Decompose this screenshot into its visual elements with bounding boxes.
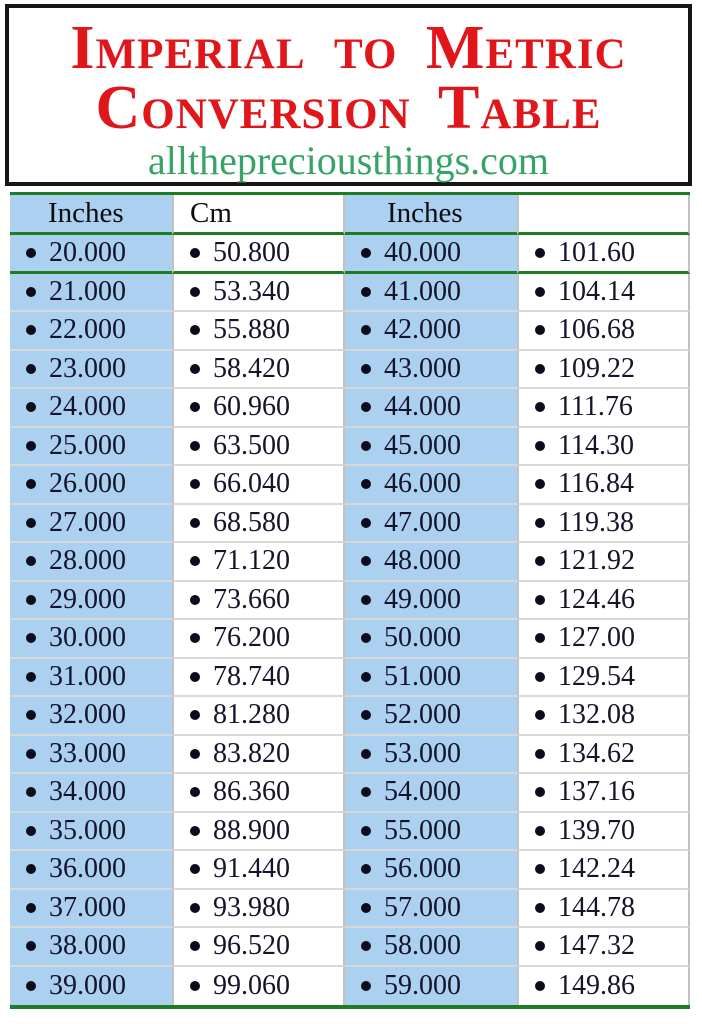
cell-value: 33.000	[49, 737, 126, 769]
cell-value: 99.060	[213, 969, 290, 1001]
cell-value: 58.420	[213, 352, 290, 384]
table-cell	[10, 890, 172, 929]
table-cell	[517, 543, 690, 582]
bullet-icon	[535, 749, 545, 759]
bullet-icon	[535, 364, 545, 374]
bullet-icon	[535, 556, 545, 566]
cell-value: 93.980	[213, 891, 290, 923]
bullet-icon	[361, 826, 371, 836]
bullet-icon	[535, 402, 545, 412]
cell-value: 27.000	[49, 506, 126, 538]
bullet-icon	[26, 364, 36, 374]
bullet-icon	[26, 595, 36, 605]
cell-value: 32.000	[49, 699, 126, 731]
bullet-icon	[190, 518, 200, 528]
table-cell	[10, 505, 172, 544]
bullet-icon	[190, 826, 200, 836]
table-cell	[345, 466, 517, 505]
column-header-cm-left: Cm	[172, 195, 345, 235]
table-cell	[172, 274, 345, 313]
bullet-icon	[190, 941, 200, 951]
cell-value: 132.08	[558, 699, 635, 731]
table-cell	[10, 543, 172, 582]
cell-value: 71.120	[213, 545, 290, 577]
table-cell	[517, 505, 690, 544]
table-cell	[517, 466, 690, 505]
table-cell	[345, 235, 517, 274]
cell-value: 55.000	[384, 814, 461, 846]
bullet-icon	[26, 981, 36, 991]
cell-value: 88.900	[213, 814, 290, 846]
bullet-icon	[361, 941, 371, 951]
cell-value: 28.000	[49, 545, 126, 577]
bullet-icon	[361, 248, 371, 258]
table-cell	[172, 312, 345, 351]
cell-value: 45.000	[384, 429, 461, 461]
bullet-icon	[190, 672, 200, 682]
table-cell	[345, 582, 517, 621]
table-cell	[345, 659, 517, 698]
table-cell	[172, 851, 345, 890]
bullet-icon	[26, 903, 36, 913]
bullet-icon	[26, 826, 36, 836]
table-cell	[345, 928, 517, 967]
column-header-cm-right	[517, 195, 690, 235]
table-cell	[345, 351, 517, 390]
cell-value: 39.000	[49, 969, 126, 1001]
cell-value: 49.000	[384, 583, 461, 615]
bullet-icon	[361, 402, 371, 412]
bullet-icon	[190, 479, 200, 489]
cell-value: 53.340	[213, 275, 290, 307]
table-cell	[10, 582, 172, 621]
table-cell	[172, 466, 345, 505]
table-cell	[517, 312, 690, 351]
table-cell	[517, 928, 690, 967]
cell-value: 54.000	[384, 776, 461, 808]
bullet-icon	[190, 633, 200, 643]
table-cell	[517, 813, 690, 852]
bullet-icon	[190, 364, 200, 374]
table-cell	[172, 736, 345, 775]
table-cell	[10, 274, 172, 313]
cell-value: 24.000	[49, 391, 126, 423]
table-cell	[517, 774, 690, 813]
conversion-table	[10, 192, 690, 1009]
bullet-icon	[190, 903, 200, 913]
table-cell	[345, 774, 517, 813]
cell-value: 40.000	[384, 236, 461, 268]
cell-value: 44.000	[384, 391, 461, 423]
cell-value: 22.000	[49, 314, 126, 346]
bullet-icon	[26, 518, 36, 528]
cell-value: 147.32	[558, 930, 635, 962]
cell-value: 149.86	[558, 969, 635, 1001]
table-cell	[517, 235, 690, 274]
table-cell	[345, 389, 517, 428]
bullet-icon	[361, 749, 371, 759]
cell-value: 114.30	[558, 429, 634, 461]
cell-value: 121.92	[558, 545, 635, 577]
table-cell	[517, 851, 690, 890]
bullet-icon	[190, 556, 200, 566]
page-title-line-2: Conversion Table	[95, 74, 602, 142]
table-cell	[10, 389, 172, 428]
table-cell	[10, 813, 172, 852]
cell-value: 59.000	[384, 969, 461, 1001]
bullet-icon	[361, 441, 371, 451]
table-cell	[10, 466, 172, 505]
cell-value: 37.000	[49, 891, 126, 923]
bullet-icon	[361, 479, 371, 489]
bullet-icon	[190, 710, 200, 720]
table-cell	[10, 235, 172, 274]
table-cell	[172, 813, 345, 852]
cell-value: 134.62	[558, 737, 635, 769]
table-cell	[345, 312, 517, 351]
bullet-icon	[26, 710, 36, 720]
cell-value: 53.000	[384, 737, 461, 769]
table-cell	[172, 351, 345, 390]
table-cell	[345, 697, 517, 736]
bullet-icon	[190, 864, 200, 874]
table-cell	[172, 428, 345, 467]
cell-value: 109.22	[558, 352, 635, 384]
bullet-icon	[26, 787, 36, 797]
bullet-icon	[190, 787, 200, 797]
table-cell	[345, 736, 517, 775]
bullet-icon	[26, 248, 36, 258]
bullet-icon	[190, 325, 200, 335]
table-cell	[517, 620, 690, 659]
table-cell	[172, 543, 345, 582]
bullet-icon	[535, 479, 545, 489]
cell-value: 91.440	[213, 853, 290, 885]
bullet-icon	[190, 441, 200, 451]
website-text: allthepreciousthings.com	[147, 138, 549, 183]
cell-value: 81.280	[213, 699, 290, 731]
bullet-icon	[190, 402, 200, 412]
bullet-icon	[361, 595, 371, 605]
bullet-icon	[361, 325, 371, 335]
table-cell	[172, 659, 345, 698]
table-cell	[10, 351, 172, 390]
bullet-icon	[26, 556, 36, 566]
table-cell	[172, 582, 345, 621]
cell-value: 76.200	[213, 622, 290, 654]
bullet-icon	[26, 672, 36, 682]
cell-value: 21.000	[49, 275, 126, 307]
bullet-icon	[535, 981, 545, 991]
table-cell	[517, 659, 690, 698]
table-cell	[172, 967, 345, 1006]
table-cell	[10, 697, 172, 736]
bullet-icon	[26, 325, 36, 335]
table-cell	[172, 389, 345, 428]
cell-value: 104.14	[558, 275, 635, 307]
cell-value: 137.16	[558, 776, 635, 808]
bullet-icon	[535, 941, 545, 951]
page-title-line-1: Imperial to Metric	[70, 14, 627, 82]
bullet-icon	[26, 479, 36, 489]
table-cell	[517, 274, 690, 313]
table-cell	[10, 736, 172, 775]
cell-value: 56.000	[384, 853, 461, 885]
cell-value: 35.000	[49, 814, 126, 846]
table-cell	[517, 389, 690, 428]
cell-value: 78.740	[213, 660, 290, 692]
cell-value: 139.70	[558, 814, 635, 846]
bullet-icon	[361, 981, 371, 991]
bullet-icon	[26, 402, 36, 412]
cell-value: 47.000	[384, 506, 461, 538]
table-cell	[517, 351, 690, 390]
cell-value: 129.54	[558, 660, 635, 692]
bullet-icon	[535, 864, 545, 874]
table-cell	[10, 620, 172, 659]
cell-value: 63.500	[213, 429, 290, 461]
bullet-icon	[535, 287, 545, 297]
table-cell	[10, 774, 172, 813]
table-cell	[345, 505, 517, 544]
bullet-icon	[535, 518, 545, 528]
table-cell	[517, 697, 690, 736]
bullet-icon	[361, 864, 371, 874]
cell-value: 111.76	[558, 391, 633, 423]
cell-value: 29.000	[49, 583, 126, 615]
bullet-icon	[535, 441, 545, 451]
bullet-icon	[535, 672, 545, 682]
bullet-icon	[361, 633, 371, 643]
bullet-icon	[26, 441, 36, 451]
cell-value: 106.68	[558, 314, 635, 346]
bullet-icon	[535, 903, 545, 913]
cell-value: 58.000	[384, 930, 461, 962]
bullet-icon	[535, 826, 545, 836]
table-cell	[517, 967, 690, 1006]
table-cell	[172, 774, 345, 813]
cell-value: 34.000	[49, 776, 126, 808]
bullet-icon	[535, 595, 545, 605]
cell-value: 50.800	[213, 236, 290, 268]
cell-value: 42.000	[384, 314, 461, 346]
cell-value: 116.84	[558, 468, 634, 500]
table-cell	[345, 967, 517, 1006]
bullet-icon	[535, 787, 545, 797]
cell-value: 127.00	[558, 622, 635, 654]
cell-value: 26.000	[49, 468, 126, 500]
table-cell	[10, 659, 172, 698]
table-cell	[345, 851, 517, 890]
table-cell	[172, 890, 345, 929]
table-cell	[345, 543, 517, 582]
table-cell	[517, 428, 690, 467]
cell-value: 41.000	[384, 275, 461, 307]
bullet-icon	[190, 248, 200, 258]
bullet-icon	[361, 903, 371, 913]
bullet-icon	[361, 787, 371, 797]
table-cell	[517, 582, 690, 621]
cell-value: 68.580	[213, 506, 290, 538]
table-cell	[10, 967, 172, 1006]
bullet-icon	[26, 749, 36, 759]
table-cell	[10, 851, 172, 890]
table-cell	[345, 620, 517, 659]
bullet-icon	[535, 633, 545, 643]
table-cell	[345, 813, 517, 852]
cell-value: 86.360	[213, 776, 290, 808]
column-header-inches-right: Inches	[345, 195, 517, 235]
bullet-icon	[26, 864, 36, 874]
cell-value: 30.000	[49, 622, 126, 654]
bullet-icon	[535, 325, 545, 335]
cell-value: 43.000	[384, 352, 461, 384]
table-cell	[10, 928, 172, 967]
table-cell	[345, 274, 517, 313]
bullet-icon	[190, 981, 200, 991]
bullet-icon	[361, 364, 371, 374]
table-cell	[345, 890, 517, 929]
cell-value: 36.000	[49, 853, 126, 885]
table-cell	[517, 890, 690, 929]
table-cell	[10, 312, 172, 351]
table-cell	[172, 697, 345, 736]
cell-value: 51.000	[384, 660, 461, 692]
cell-value: 31.000	[49, 660, 126, 692]
bullet-icon	[190, 749, 200, 759]
table-cell	[517, 736, 690, 775]
cell-value: 52.000	[384, 699, 461, 731]
cell-value: 48.000	[384, 545, 461, 577]
column-header-inches-left: Inches	[10, 195, 172, 235]
table-cell	[172, 928, 345, 967]
cell-value: 73.660	[213, 583, 290, 615]
cell-value: 46.000	[384, 468, 461, 500]
cell-value: 66.040	[213, 468, 290, 500]
bullet-icon	[361, 518, 371, 528]
cell-value: 25.000	[49, 429, 126, 461]
cell-value: 20.000	[49, 236, 126, 268]
cell-value: 124.46	[558, 583, 635, 615]
bullet-icon	[26, 941, 36, 951]
bullet-icon	[190, 595, 200, 605]
cell-value: 101.60	[558, 236, 635, 268]
table-cell	[172, 505, 345, 544]
bullet-icon	[190, 287, 200, 297]
bullet-icon	[535, 248, 545, 258]
cell-value: 83.820	[213, 737, 290, 769]
bullet-icon	[361, 672, 371, 682]
title-box	[5, 4, 692, 186]
cell-value: 60.960	[213, 391, 290, 423]
bullet-icon	[535, 710, 545, 720]
table-cell	[172, 620, 345, 659]
bullet-icon	[26, 633, 36, 643]
table-cell	[345, 428, 517, 467]
table-cell	[10, 428, 172, 467]
cell-value: 119.38	[558, 506, 634, 538]
cell-value: 142.24	[558, 853, 635, 885]
bullet-icon	[361, 710, 371, 720]
table-cell	[172, 235, 345, 274]
bullet-icon	[26, 287, 36, 297]
cell-value: 50.000	[384, 622, 461, 654]
cell-value: 57.000	[384, 891, 461, 923]
cell-value: 55.880	[213, 314, 290, 346]
cell-value: 38.000	[49, 930, 126, 962]
cell-value: 144.78	[558, 891, 635, 923]
bullet-icon	[361, 556, 371, 566]
cell-value: 23.000	[49, 352, 126, 384]
bullet-icon	[361, 287, 371, 297]
cell-value: 96.520	[213, 930, 290, 962]
